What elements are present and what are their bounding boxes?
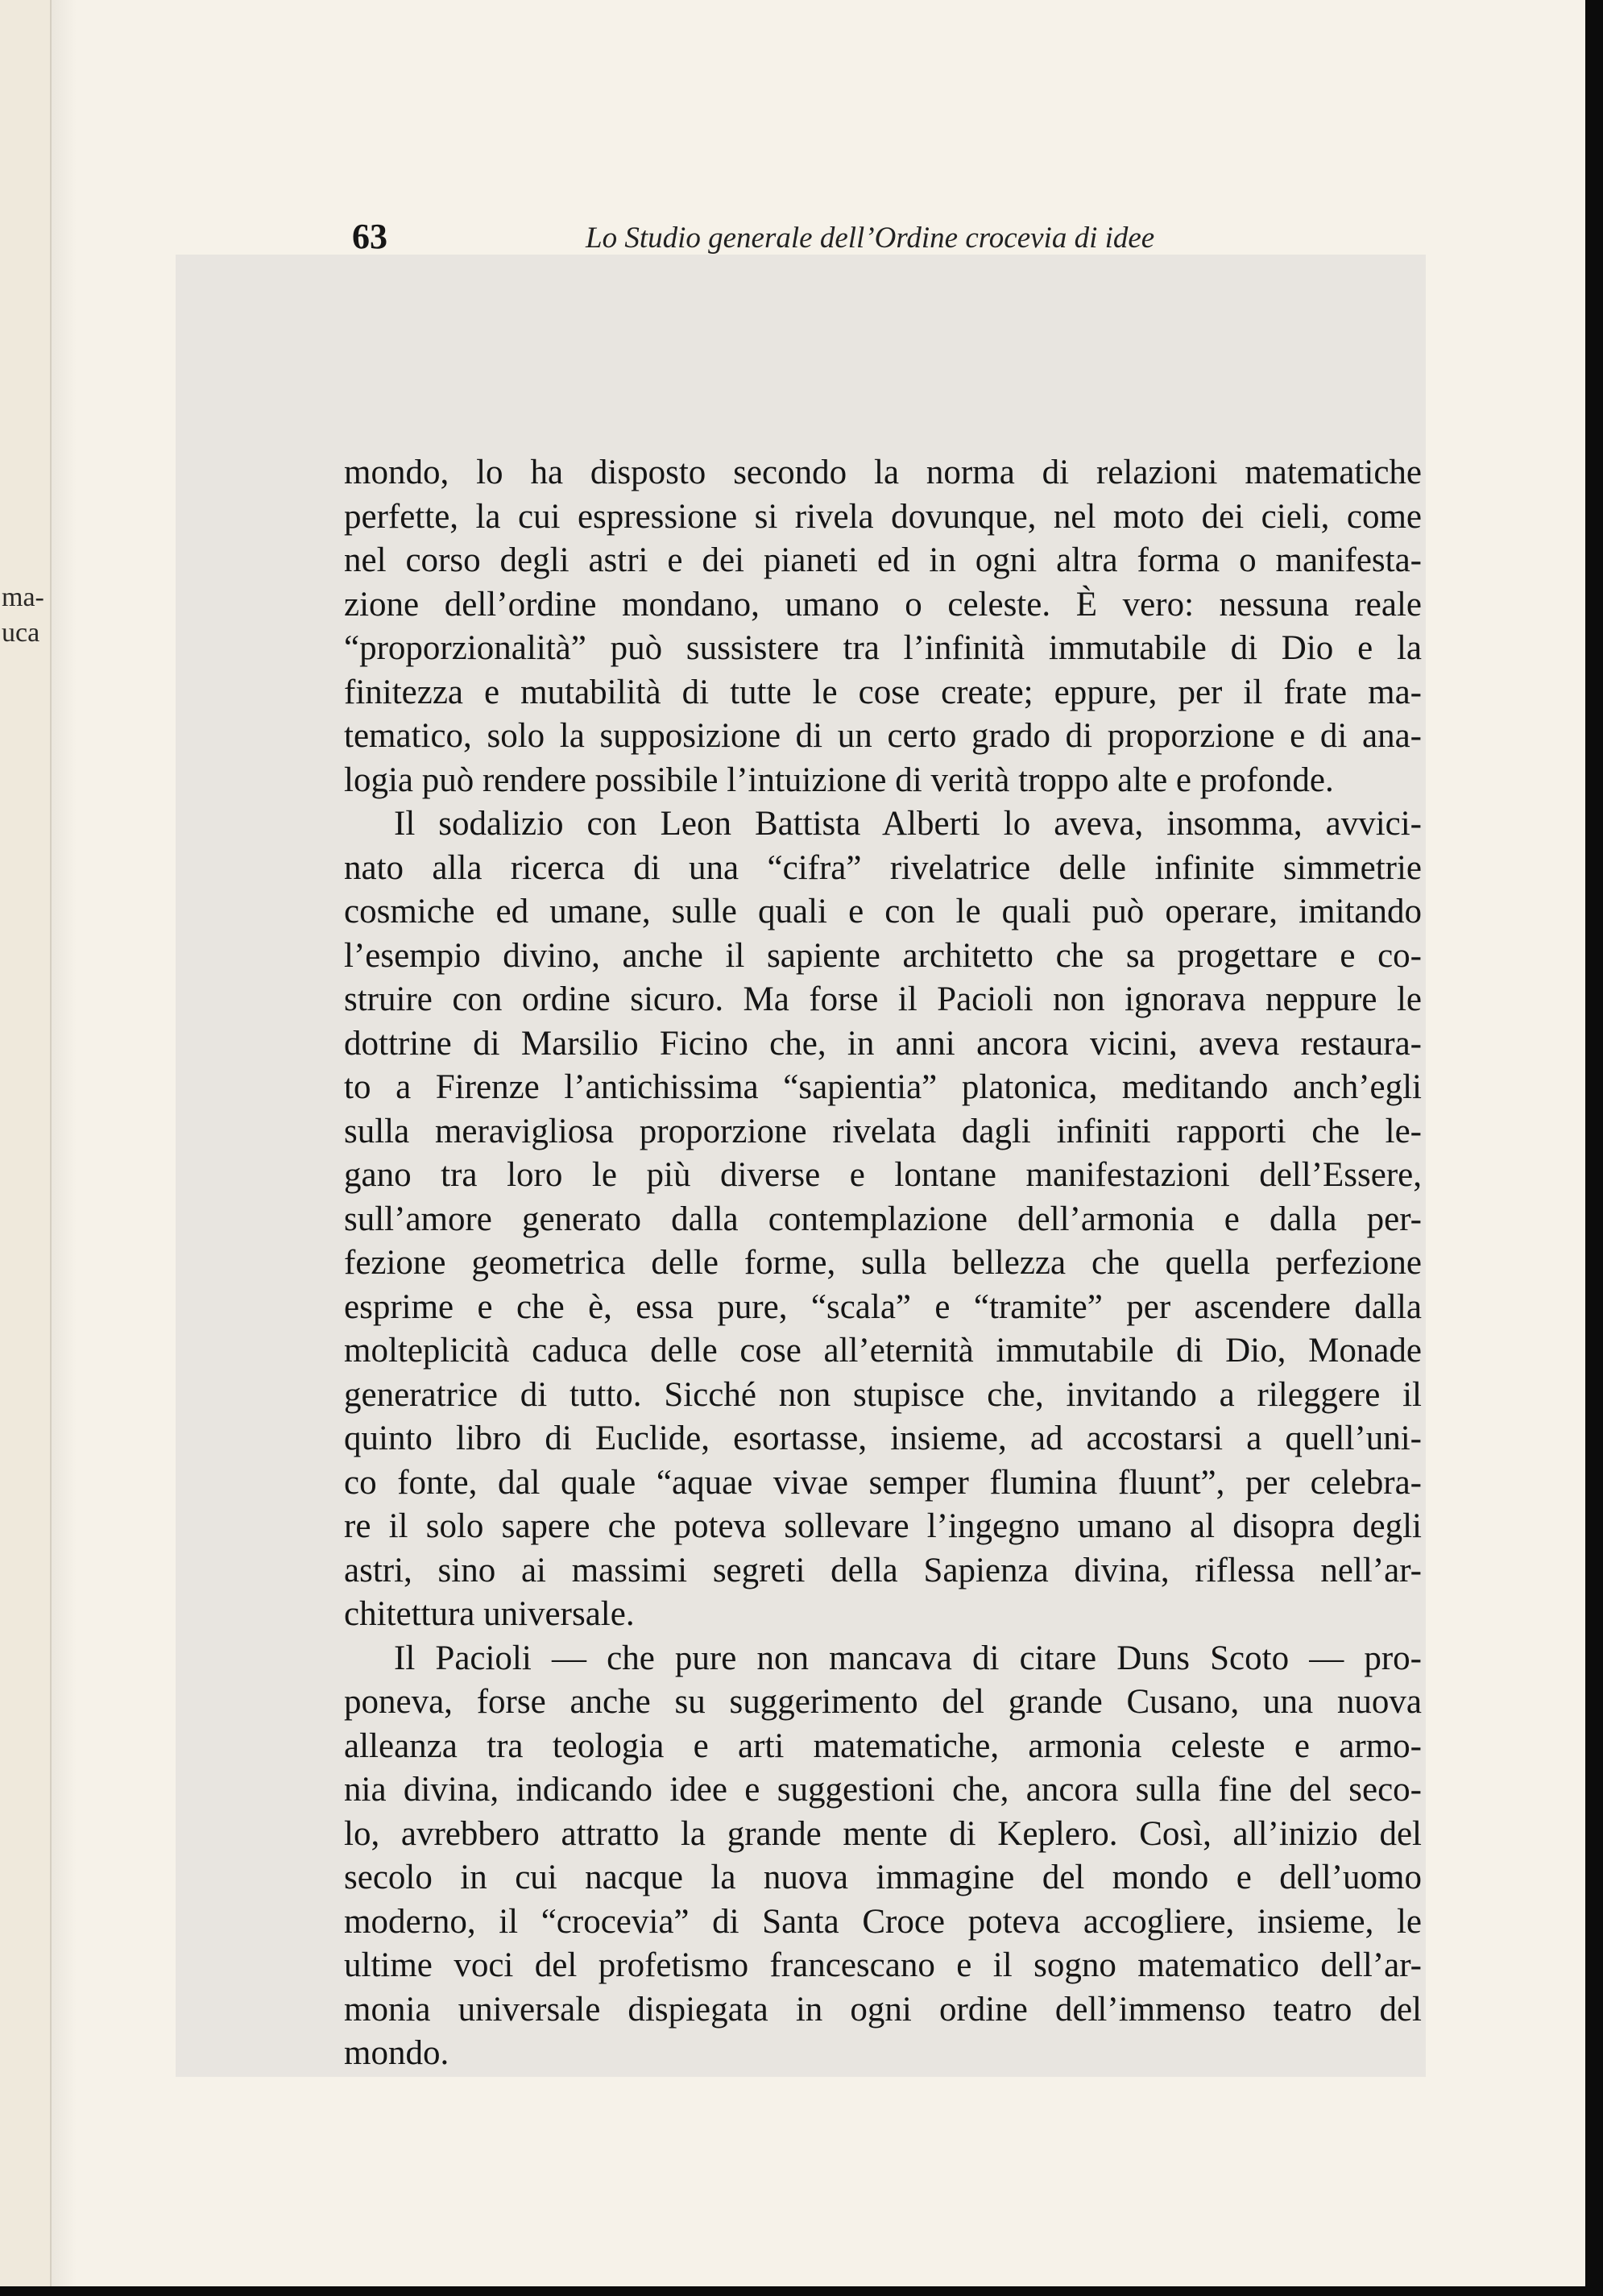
text-line: secolo in cui nacque la nuova immagine del mondo e dell’uomo xyxy=(344,1859,1422,1896)
facing-page-fragment-2: uca xyxy=(2,618,40,648)
text-line: sulla meravigliosa proporzione rivelata dagli infiniti rapporti che le- xyxy=(344,1112,1422,1150)
text-line: sull’amore generato dalla contemplazione dell’armonia e dalla per- xyxy=(344,1200,1422,1238)
text-line: struire con ordine sicuro. Ma forse il Pacioli non ignorava neppure le xyxy=(344,980,1422,1018)
text-line: l’esempio divino, anche il sapiente architetto che sa progettare e co- xyxy=(344,936,1422,975)
text-line: perfette, la cui espressione si rivela dovunque, nel moto dei cieli, come xyxy=(344,497,1422,536)
text-line: finitezza e mutabilità di tutte le cose create; eppure, per il frate ma- xyxy=(344,673,1422,711)
text-line: “proporzionalità” può sussistere tra l’infinità immutabile di Dio e la xyxy=(344,629,1422,667)
text-line: cosmiche ed umane, sulle quali e con le quali può operare, imitando xyxy=(344,893,1422,930)
text-line: nato alla ricerca di una “cifra” rivelatrice delle infinite simmetrie xyxy=(344,848,1422,887)
text-line: mondo, lo ha disposto secondo la norma di relazioni matematiche xyxy=(344,454,1422,491)
body-text xyxy=(344,451,1422,2076)
text-line: moderno, il “crocevia” di Santa Croce poteva accogliere, insieme, le xyxy=(344,1902,1422,1941)
text-line: fezione geometrica delle forme, sulla bellezza che quella perfezione xyxy=(344,1244,1422,1282)
text-line: chitettura universale. xyxy=(344,1595,635,1633)
text-line: re il solo sapere che poteva sollevare l’ingegno umano al disopra degli xyxy=(344,1507,1422,1545)
text-line: monia universale dispiegata in ogni ordine dell’immenso teatro del xyxy=(344,1990,1422,2029)
text-line: mondo. xyxy=(344,2034,449,2072)
running-header xyxy=(352,211,1431,263)
facing-page-edge xyxy=(0,0,52,2286)
text-line: esprime e che è, essa pure, “scala” e “tramite” per ascendere dalla xyxy=(344,1287,1422,1326)
text-line: quinto libro di Euclide, esortasse, insieme, ad accostarsi a quell’uni- xyxy=(344,1419,1422,1457)
text-line: dottrine di Marsilio Ficino che, in anni ancora vicini, aveva restaura- xyxy=(344,1024,1422,1063)
text-line: generatrice di tutto. Sicché non stupisce che, invitando a rileggere il xyxy=(344,1375,1422,1414)
text-line: nel corso degli astri e dei pianeti ed in ogni altra forma o manifesta- xyxy=(344,541,1422,579)
text-line: gano tra loro le più diverse e lontane manifestazioni dell’Essere, xyxy=(344,1156,1422,1194)
text-line: Il sodalizio con Leon Battista Alberti lo aveva, insomma, avvici- xyxy=(394,805,1422,843)
text-line: ultime voci del profetismo francescano e il sogno matematico dell’ar- xyxy=(344,1946,1422,1984)
text-line: molteplicità caduca delle cose all’eternità immutabile di Dio, Monade xyxy=(344,1332,1422,1370)
text-line: zione dell’ordine mondano, umano o celeste. È vero: nessuna reale xyxy=(344,585,1422,624)
text-line: nia divina, indicando idee e suggestioni che, ancora sulla fine del seco- xyxy=(344,1771,1422,1809)
text-line: tematico, solo la supposizione di un certo grado di proporzione e di ana- xyxy=(344,717,1422,755)
text-line: alleanza tra teologia e arti matematiche, armonia celeste e armo- xyxy=(344,1726,1422,1765)
text-line: astri, sino ai massimi segreti della Sapienza divina, riflessa nell’ar- xyxy=(344,1551,1422,1589)
text-line: logia può rendere possibile l’intuizione di verità troppo alte e profonde. xyxy=(344,760,1334,799)
text-line: poneva, forse anche su suggerimento del grande Cusano, una nuova xyxy=(344,1683,1422,1721)
running-title: Lo Studio generale dell’Ordine crocevia di idee xyxy=(586,222,1155,255)
text-line: lo, avrebbero attratto la grande mente di Keplero. Così, all’inizio del xyxy=(344,1814,1422,1853)
text-line: to a Firenze l’antichissima “sapientia” platonica, meditando anch’egli xyxy=(344,1068,1422,1106)
page-number: 63 xyxy=(352,217,387,256)
text-line: co fonte, dal quale “aquae vivae semper flumina fluunt”, per celebra- xyxy=(344,1463,1422,1502)
facing-page-fragment-1: ma- xyxy=(2,582,44,612)
text-line: Il Pacioli — che pure non mancava di citare Duns Scoto — pro- xyxy=(394,1639,1422,1677)
